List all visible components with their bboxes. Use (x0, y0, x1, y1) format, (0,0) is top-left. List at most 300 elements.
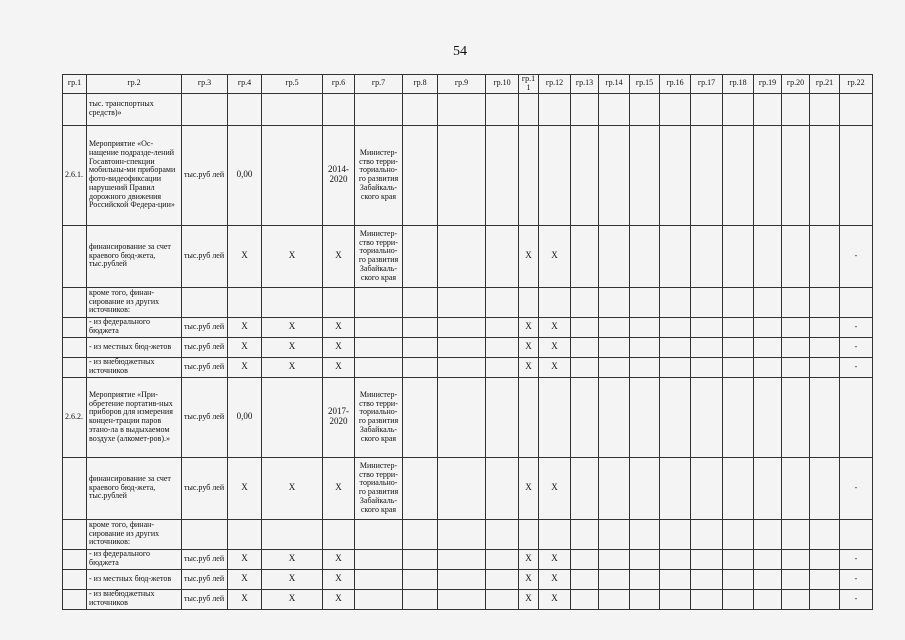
cell-empty (403, 569, 438, 589)
cell-empty (403, 225, 438, 287)
column-header: гр.1 (63, 75, 87, 94)
cell-g4: X (228, 569, 262, 589)
cell-g11 (519, 93, 539, 125)
cell-g12: X (539, 589, 571, 609)
cell-g22 (840, 125, 873, 225)
cell-empty (660, 519, 691, 549)
cell-unit: тыс.руб лей (182, 317, 228, 337)
cell-empty (754, 549, 782, 569)
cell-g5: X (262, 317, 323, 337)
cell-num (63, 549, 87, 569)
cell-empty (691, 549, 723, 569)
cell-empty (810, 357, 840, 377)
cell-empty (754, 589, 782, 609)
cell-g22 (840, 519, 873, 549)
cell-empty (438, 93, 486, 125)
cell-empty (782, 589, 810, 609)
table-row (63, 287, 873, 317)
cell-empty (723, 589, 754, 609)
cell-empty (660, 125, 691, 225)
cell-g11 (519, 519, 539, 549)
cell-empty (810, 287, 840, 317)
cell-name: - из внебюджетных источников (87, 357, 182, 377)
cell-empty (691, 225, 723, 287)
cell-g6: X (323, 337, 355, 357)
cell-empty (723, 125, 754, 225)
cell-empty (691, 357, 723, 377)
cell-empty (571, 549, 599, 569)
cell-empty (599, 457, 630, 519)
cell-empty (486, 357, 519, 377)
cell-name: финансирование за счет краевого бюд-жета, тыс.рублей (87, 225, 182, 287)
cell-g12 (539, 377, 571, 457)
cell-empty (754, 287, 782, 317)
cell-g22 (840, 93, 873, 125)
cell-empty (691, 519, 723, 549)
cell-empty (754, 569, 782, 589)
cell-g11: X (519, 337, 539, 357)
cell-g12 (539, 519, 571, 549)
cell-empty (403, 519, 438, 549)
cell-empty (438, 225, 486, 287)
cell-empty (630, 549, 660, 569)
cell-empty (571, 357, 599, 377)
cell-g11 (519, 377, 539, 457)
cell-g11: X (519, 317, 539, 337)
cell-empty (630, 225, 660, 287)
cell-g12: X (539, 225, 571, 287)
cell-g4: X (228, 457, 262, 519)
cell-empty (660, 225, 691, 287)
cell-empty (754, 225, 782, 287)
cell-g4: X (228, 337, 262, 357)
cell-g12: X (539, 337, 571, 357)
cell-g22: - (840, 357, 873, 377)
cell-g11: X (519, 357, 539, 377)
cell-empty (486, 317, 519, 337)
cell-empty (438, 457, 486, 519)
cell-g5: X (262, 589, 323, 609)
cell-empty (782, 357, 810, 377)
cell-empty (660, 589, 691, 609)
cell-name: финансирование за счет краевого бюд-жета, тыс.рублей (87, 457, 182, 519)
cell-num (63, 519, 87, 549)
cell-g11 (519, 287, 539, 317)
cell-empty (782, 287, 810, 317)
cell-empty (599, 569, 630, 589)
cell-empty (599, 589, 630, 609)
column-header: гр.7 (355, 75, 403, 94)
cell-g7 (355, 589, 403, 609)
cell-g6: X (323, 357, 355, 377)
cell-empty (782, 317, 810, 337)
table-row (63, 225, 873, 287)
cell-empty (754, 317, 782, 337)
cell-empty (782, 337, 810, 357)
cell-empty (810, 337, 840, 357)
cell-empty (571, 93, 599, 125)
cell-empty (630, 287, 660, 317)
cell-empty (782, 377, 810, 457)
budget-table (62, 74, 873, 610)
cell-name: - из федерального бюджета (87, 549, 182, 569)
cell-empty (782, 549, 810, 569)
cell-empty (723, 549, 754, 569)
cell-empty (438, 589, 486, 609)
cell-g4 (228, 287, 262, 317)
cell-empty (754, 337, 782, 357)
cell-empty (810, 457, 840, 519)
cell-g22: - (840, 457, 873, 519)
column-header: гр.13 (571, 75, 599, 94)
cell-g7: Министер-ство терри-ториально-го развития Забайкаль-ского края (355, 377, 403, 457)
cell-empty (660, 317, 691, 337)
cell-g6: 2014-2020 (323, 125, 355, 225)
cell-empty (810, 519, 840, 549)
cell-g5 (262, 519, 323, 549)
cell-unit: тыс.руб лей (182, 377, 228, 457)
cell-g22: - (840, 569, 873, 589)
column-header: гр.5 (262, 75, 323, 94)
cell-g6: X (323, 457, 355, 519)
cell-g22: - (840, 337, 873, 357)
cell-empty (486, 457, 519, 519)
cell-name: - из внебюджетных источников (87, 589, 182, 609)
cell-empty (754, 457, 782, 519)
cell-empty (438, 549, 486, 569)
cell-unit: тыс.руб лей (182, 125, 228, 225)
column-header: гр.22 (840, 75, 873, 94)
cell-empty (571, 225, 599, 287)
cell-name: Мероприятие «При-обретение портатив-ных приборов для измерения концен-трации паров этано-ла в выдыхаемом воздухе (алкомет-ров).» (87, 377, 182, 457)
cell-unit: тыс.руб лей (182, 225, 228, 287)
cell-empty (691, 337, 723, 357)
cell-g12: X (539, 569, 571, 589)
cell-empty (571, 457, 599, 519)
cell-g12 (539, 287, 571, 317)
cell-empty (810, 377, 840, 457)
cell-g11 (519, 125, 539, 225)
cell-empty (723, 287, 754, 317)
cell-name: - из местных бюд-жетов (87, 569, 182, 589)
cell-empty (571, 569, 599, 589)
cell-g6 (323, 93, 355, 125)
cell-empty (403, 377, 438, 457)
cell-empty (754, 377, 782, 457)
cell-empty (486, 337, 519, 357)
cell-empty (691, 569, 723, 589)
table-row (63, 569, 873, 589)
cell-g22: - (840, 549, 873, 569)
table-row (63, 377, 873, 457)
cell-g11: X (519, 569, 539, 589)
cell-name: Мероприятие «Ос-нащение подразде-лений Госавтоин-спекции мобильны-ми приборами фото-видеофиксации нарушений Правил дорожного движения Российской Федера-ции» (87, 125, 182, 225)
cell-empty (438, 125, 486, 225)
cell-empty (403, 287, 438, 317)
cell-empty (403, 457, 438, 519)
page-number: 54 (453, 44, 467, 59)
cell-empty (486, 287, 519, 317)
cell-empty (438, 519, 486, 549)
cell-g7 (355, 93, 403, 125)
cell-g7: Министер-ство терри-ториально-го развития Забайкаль-ского края (355, 457, 403, 519)
cell-g7 (355, 357, 403, 377)
cell-num (63, 337, 87, 357)
cell-empty (403, 93, 438, 125)
cell-unit (182, 287, 228, 317)
cell-num: 2.6.2. (63, 377, 87, 457)
cell-unit: тыс.руб лей (182, 589, 228, 609)
table-row (63, 589, 873, 609)
cell-empty (691, 377, 723, 457)
cell-empty (782, 569, 810, 589)
cell-num (63, 225, 87, 287)
cell-unit: тыс.руб лей (182, 357, 228, 377)
table-row (63, 549, 873, 569)
cell-unit: тыс.руб лей (182, 337, 228, 357)
cell-empty (438, 357, 486, 377)
cell-empty (810, 549, 840, 569)
cell-num (63, 569, 87, 589)
cell-empty (723, 317, 754, 337)
column-header: гр.15 (630, 75, 660, 94)
cell-empty (599, 377, 630, 457)
cell-g5 (262, 125, 323, 225)
cell-num (63, 589, 87, 609)
cell-empty (660, 357, 691, 377)
cell-empty (630, 93, 660, 125)
cell-empty (438, 569, 486, 589)
cell-empty (599, 125, 630, 225)
cell-g5: X (262, 337, 323, 357)
cell-g7 (355, 519, 403, 549)
cell-g22 (840, 287, 873, 317)
cell-g4: 0,00 (228, 377, 262, 457)
cell-empty (571, 317, 599, 337)
table-row (63, 93, 873, 125)
column-header: гр.16 (660, 75, 691, 94)
cell-g5: X (262, 225, 323, 287)
cell-empty (782, 519, 810, 549)
cell-g12: X (539, 357, 571, 377)
cell-empty (660, 457, 691, 519)
cell-g22: - (840, 317, 873, 337)
cell-empty (486, 589, 519, 609)
cell-empty (630, 457, 660, 519)
cell-empty (630, 377, 660, 457)
cell-empty (630, 125, 660, 225)
cell-num (63, 317, 87, 337)
cell-empty (438, 287, 486, 317)
cell-g6: X (323, 589, 355, 609)
cell-num (63, 287, 87, 317)
cell-empty (782, 457, 810, 519)
cell-g5: X (262, 549, 323, 569)
cell-empty (691, 287, 723, 317)
cell-empty (630, 337, 660, 357)
cell-g5 (262, 93, 323, 125)
cell-empty (599, 337, 630, 357)
cell-empty (599, 287, 630, 317)
cell-g22 (840, 377, 873, 457)
cell-empty (599, 357, 630, 377)
column-header: гр.21 (810, 75, 840, 94)
cell-num (63, 357, 87, 377)
cell-g5 (262, 377, 323, 457)
cell-empty (723, 377, 754, 457)
column-header: гр.18 (723, 75, 754, 94)
column-header: гр.1 1 (519, 75, 539, 94)
cell-empty (599, 549, 630, 569)
table-row (63, 519, 873, 549)
cell-g4: X (228, 225, 262, 287)
cell-empty (810, 589, 840, 609)
cell-empty (486, 569, 519, 589)
cell-empty (754, 93, 782, 125)
cell-empty (571, 519, 599, 549)
cell-g4: X (228, 549, 262, 569)
table-row (63, 337, 873, 357)
table-row (63, 457, 873, 519)
cell-g4: X (228, 317, 262, 337)
cell-unit: тыс.руб лей (182, 549, 228, 569)
cell-empty (754, 125, 782, 225)
cell-empty (438, 317, 486, 337)
cell-empty (723, 519, 754, 549)
table-row (63, 125, 873, 225)
cell-empty (660, 549, 691, 569)
column-header: гр.9 (438, 75, 486, 94)
cell-g12 (539, 125, 571, 225)
cell-num (63, 457, 87, 519)
cell-empty (723, 225, 754, 287)
cell-empty (810, 225, 840, 287)
column-header: гр.20 (782, 75, 810, 94)
cell-empty (723, 337, 754, 357)
cell-empty (630, 357, 660, 377)
cell-empty (723, 569, 754, 589)
column-header: гр.8 (403, 75, 438, 94)
cell-empty (630, 589, 660, 609)
cell-g11: X (519, 549, 539, 569)
column-header: гр.2 (87, 75, 182, 94)
cell-empty (571, 337, 599, 357)
cell-g6: X (323, 549, 355, 569)
header-row (63, 75, 873, 94)
cell-empty (599, 519, 630, 549)
cell-g22: - (840, 589, 873, 609)
cell-empty (599, 225, 630, 287)
cell-g6: 2017-2020 (323, 377, 355, 457)
cell-empty (571, 377, 599, 457)
cell-g6: X (323, 225, 355, 287)
cell-g4: 0,00 (228, 125, 262, 225)
cell-empty (782, 225, 810, 287)
cell-empty (403, 549, 438, 569)
cell-empty (754, 519, 782, 549)
cell-empty (660, 287, 691, 317)
cell-unit: тыс.руб лей (182, 569, 228, 589)
cell-empty (630, 317, 660, 337)
cell-empty (438, 337, 486, 357)
cell-g4 (228, 93, 262, 125)
cell-empty (403, 589, 438, 609)
cell-empty (403, 337, 438, 357)
table-row (63, 357, 873, 377)
cell-g5: X (262, 457, 323, 519)
cell-g11: X (519, 225, 539, 287)
cell-empty (486, 93, 519, 125)
cell-g6: X (323, 317, 355, 337)
cell-g22: - (840, 225, 873, 287)
cell-g7 (355, 549, 403, 569)
cell-empty (630, 569, 660, 589)
cell-empty (723, 93, 754, 125)
column-header: гр.19 (754, 75, 782, 94)
cell-g4 (228, 519, 262, 549)
cell-empty (630, 519, 660, 549)
cell-empty (571, 589, 599, 609)
column-header: гр.6 (323, 75, 355, 94)
table-row (63, 317, 873, 337)
cell-empty (438, 377, 486, 457)
cell-empty (403, 125, 438, 225)
cell-g12: X (539, 317, 571, 337)
cell-empty (754, 357, 782, 377)
cell-empty (486, 377, 519, 457)
column-header: гр.14 (599, 75, 630, 94)
cell-empty (486, 125, 519, 225)
column-header: гр.10 (486, 75, 519, 94)
cell-num (63, 93, 87, 125)
cell-g12 (539, 93, 571, 125)
cell-empty (660, 337, 691, 357)
cell-g4: X (228, 589, 262, 609)
cell-empty (660, 569, 691, 589)
cell-empty (403, 317, 438, 337)
cell-g11: X (519, 589, 539, 609)
cell-empty (810, 93, 840, 125)
cell-empty (486, 549, 519, 569)
cell-empty (810, 569, 840, 589)
cell-empty (403, 357, 438, 377)
cell-empty (486, 519, 519, 549)
cell-empty (810, 317, 840, 337)
cell-empty (599, 93, 630, 125)
cell-empty (691, 125, 723, 225)
cell-name: тыс. транспортных средств)» (87, 93, 182, 125)
cell-g5: X (262, 357, 323, 377)
cell-empty (691, 317, 723, 337)
cell-empty (599, 317, 630, 337)
cell-empty (571, 287, 599, 317)
cell-name: - из федерального бюджета (87, 317, 182, 337)
cell-num: 2.6.1. (63, 125, 87, 225)
cell-unit (182, 519, 228, 549)
cell-empty (691, 457, 723, 519)
column-header: гр.3 (182, 75, 228, 94)
cell-unit (182, 93, 228, 125)
cell-unit: тыс.руб лей (182, 457, 228, 519)
cell-g7 (355, 337, 403, 357)
cell-empty (660, 377, 691, 457)
cell-g5 (262, 287, 323, 317)
cell-empty (723, 457, 754, 519)
cell-g7: Министер-ство терри-ториально-го развития Забайкаль-ского края (355, 225, 403, 287)
cell-g12: X (539, 549, 571, 569)
cell-name: - из местных бюд-жетов (87, 337, 182, 357)
cell-empty (810, 125, 840, 225)
